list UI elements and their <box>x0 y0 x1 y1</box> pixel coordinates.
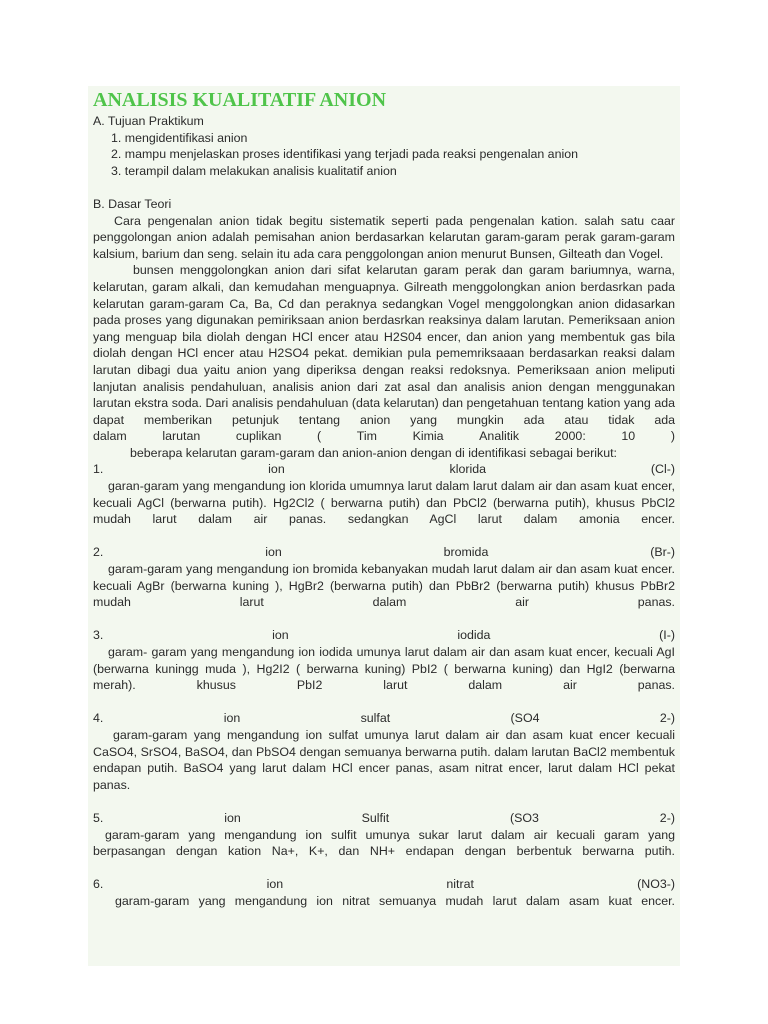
ion-formula: (Br-) <box>650 545 675 560</box>
ion-number: 3. <box>93 628 104 643</box>
ion-heading <box>93 876 675 893</box>
document-content <box>93 86 675 910</box>
ion-label: ion <box>268 462 285 477</box>
ion-label: ion <box>224 810 241 825</box>
ion-description: garam-garam yang mengandung ion nitrat semuanya mudah larut dalam asam kuat encer. <box>115 893 675 908</box>
ion-number: 1. <box>93 462 104 477</box>
ion-charge: 2-) <box>659 711 675 726</box>
theory-paragraph-2: bunsen menggolongkan anion dari sifat kelarutan garam perak dan garam bariumnya, warna, kelarutan, garam alkali, dan kemudahan menguapnya. Gilreath menggolongkan anion berdasrkan pada kelarutan garam-garam Ca, Ba, Cd dan peraknya sedangkan Vogel menggolongkan anion didasarkan pada proses yang digunakan pemiriksaan anion berdasrkan reaksinya dalam larutan. Pemeriksaan anion yang menguap bila diolah dengan HCl encer atau H2S04 encer, dan anion yang membentuk gas bila diolah dengan HCl encer atau H2SO4 pekat. demikian pula pememriksaaan berdasarkan reaksi dalam larutan dibagi dua yaitu anion yang diperiksa dengan reaksi redoksnya. Pemeriksaan anion meliputi lanjutan analisis pendahuluan, analisis anion dari zat asal dan analisis anion dengan menggunakan larutan ekstra soda. Dari analisis pendahuluan (data kelarutan) dan pengetahuan tentang kation yang ada dapat memberikan petunjuk tentang anion yang mungkin ada atau tidak ada <box>93 263 675 427</box>
citation-word: dalam <box>93 429 127 444</box>
ion-description: garam-garam yang mengandung ion bromida kebanyakan mudah larut dalam air dan asam kuat encer. kecuali AgBr (berwarna kuning ), HgBr2 (berwarna putih) dan PbBr2 (berwarna putih) khusus PbBr2 mudah larut dalam air panas. <box>93 562 675 610</box>
citation-word: ( <box>316 429 322 444</box>
ion-description: garam-garam yang mengandung ion sulfit umunya sukar larut dalam air kecuali garam yang berpasangan dengan kation Na+, K+, dan NH+ endapan dengan berbentuk berwarna putih. <box>93 827 675 859</box>
document-page <box>88 86 680 966</box>
ion-name: iodida <box>457 628 491 643</box>
ion-formula: (I-) <box>659 628 675 643</box>
ion-heading <box>93 627 675 644</box>
citation-word: larutan <box>162 429 201 444</box>
section-a-heading: A. Tujuan Praktikum <box>93 114 204 128</box>
ion-name: klorida <box>449 462 487 477</box>
ion-number: 2. <box>93 545 104 560</box>
ion-formula: (Cl-) <box>650 462 675 477</box>
ion-description: garam- garam yang mengandung ion iodida umunya larut dalam air dan asam kuat encer, kecuali AgI (berwarna kuningg muda ), Hg2I2 ( berwarna kuning) PbI2 ( berwarna kuning) dan HgI2 (berwarna merah). khusus PbI2 larut dalam air panas. <box>93 645 675 693</box>
citation-word: Tim <box>356 429 377 444</box>
objective-item: 2. mampu menjelaskan proses identifikasi yang terjadi pada reaksi pengenalan anion <box>111 147 579 162</box>
page-bottom-margin <box>0 966 768 1024</box>
citation-word: cuplikan <box>235 429 282 444</box>
identification-intro: beberapa kelarutan garam-garam dan anion-anion dengan di identifikasi sebagai berikut: <box>130 445 617 460</box>
ion-name: nitrat <box>446 877 474 892</box>
ion-heading <box>93 810 675 827</box>
ion-name: sulfat <box>360 711 391 726</box>
ion-label: ion <box>223 711 241 726</box>
ion-charge: 2-) <box>659 810 675 825</box>
ion-heading <box>93 544 675 561</box>
ion-label: ion <box>265 545 282 560</box>
citation-word: ) <box>670 429 675 444</box>
ion-number: 6. <box>93 877 104 892</box>
ion-heading <box>93 461 675 478</box>
ion-formula: (NO3-) <box>637 877 675 892</box>
objective-item: 1. mengidentifikasi anion <box>111 130 248 145</box>
citation-line <box>93 428 675 445</box>
ion-label: ion <box>266 877 284 892</box>
ion-description: garam-garam yang mengandung ion sulfat umunya larut dalam air dan asam kuat encer kecuali CaSO4, SrSO4, BaSO4, dan PbSO4 dengan semuanya berwarna putih. dalam larutan BaCl2 membentuk endapan putih. BaSO4 yang larut dalam HCl encer panas, asam nitrat encer, larut dalam HCl pekat panas. <box>93 727 675 792</box>
ion-heading <box>93 710 675 727</box>
ion-number: 5. <box>93 810 104 825</box>
ion-name: Sulfit <box>361 810 390 825</box>
document-title: ANALISIS KUALITATIF ANION <box>93 89 387 111</box>
objective-item: 3. terampil dalam melakukan analisis kualitatif anion <box>111 163 397 178</box>
ion-formula: (SO3 <box>510 810 539 825</box>
ion-number: 4. <box>93 711 104 726</box>
ion-name: bromida <box>443 545 489 560</box>
theory-paragraph-1: Cara pengenalan anion tidak begitu sistematik seperti pada pengenalan kation. salah satu caar penggolongan anion adalah pemisahan anion berdasarkan kelarutan garam-garam perak garam-garam kalsium, barium dan seng. selain itu ada cara penggolongan anion menurut Bunsen, Gilteath dan Vogel. <box>93 213 675 261</box>
ion-formula: (SO4 <box>510 711 540 726</box>
citation-word: 2000: <box>554 429 586 444</box>
section-b-heading: B. Dasar Teori <box>93 196 172 211</box>
citation-word: Kimia <box>412 429 444 444</box>
ion-description: garan-garam yang mengandung ion klorida umumnya larut dalam larut dalam air dan asam kuat encer, kecuali AgCl (berwarna putih). Hg2Cl2 ( berwarna putih) dan PbCl2 (berwarna putih), khusus PbCl2 mudah larut dalam air panas. sedangkan AgCl larut dalam amonia encer. <box>93 479 675 527</box>
ion-label: ion <box>272 628 289 643</box>
citation-word: 10 <box>621 429 636 444</box>
citation-word: Analitik <box>479 429 520 444</box>
